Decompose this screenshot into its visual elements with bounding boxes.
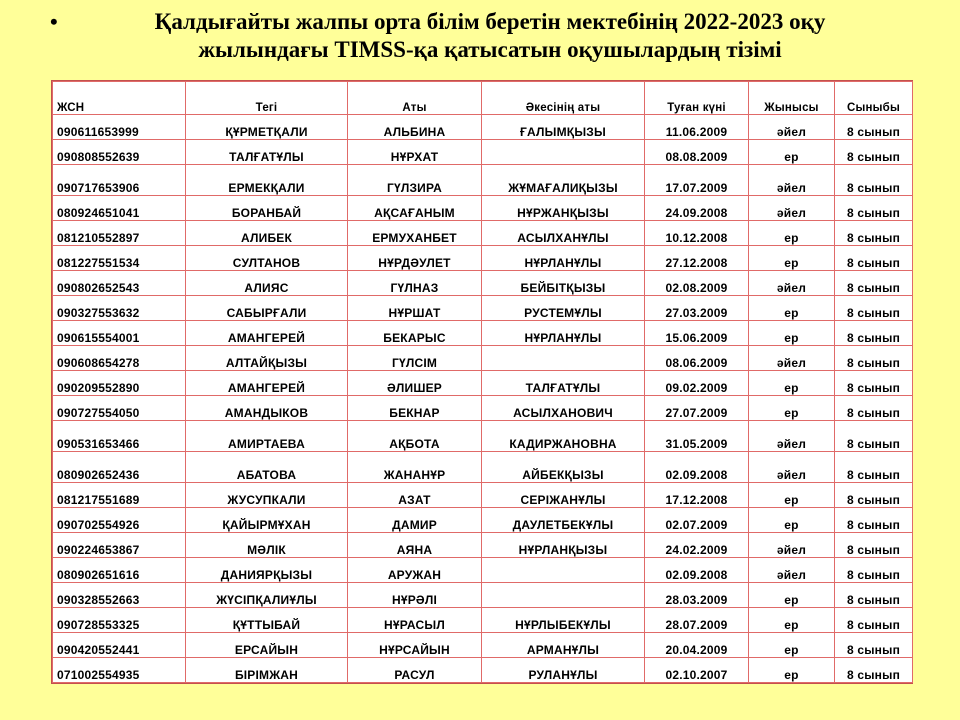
cell-gender: әйел — [749, 421, 835, 452]
cell-surname: ТАЛҒАТҰЛЫ — [186, 140, 348, 165]
header-grade: Сыныбы — [835, 82, 913, 115]
table-row — [53, 165, 913, 196]
cell-patronymic: БЕЙБІТҚЫЗЫ — [482, 271, 645, 296]
cell-birthdate: 02.09.2008 — [645, 452, 749, 483]
cell-grade: 8 сынып — [835, 221, 913, 246]
cell-name: АҚБОТА — [348, 421, 482, 452]
cell-gender: ер — [749, 633, 835, 658]
student-list-table — [51, 80, 913, 684]
cell-surname: АЛИБЕК — [186, 221, 348, 246]
header-patronymic: Әкесінің аты — [482, 82, 645, 115]
cell-patronymic: НҰРЛАНҰЛЫ — [482, 246, 645, 271]
cell-iin: 081210552897 — [53, 221, 186, 246]
student-table — [52, 81, 913, 683]
cell-patronymic — [482, 346, 645, 371]
cell-iin: 090224653867 — [53, 533, 186, 558]
cell-name: БЕКАРЫС — [348, 321, 482, 346]
cell-patronymic: АСЫЛХАНОВИЧ — [482, 396, 645, 421]
cell-grade: 8 сынып — [835, 508, 913, 533]
cell-grade: 8 сынып — [835, 296, 913, 321]
cell-surname: АМАНГЕРЕЙ — [186, 321, 348, 346]
cell-name: ГҮЛНАЗ — [348, 271, 482, 296]
cell-gender: әйел — [749, 115, 835, 140]
cell-patronymic: РУЛАНҰЛЫ — [482, 658, 645, 683]
cell-surname: ҚАЙЫРМҰХАН — [186, 508, 348, 533]
cell-name: ЖАНАНҰР — [348, 452, 482, 483]
cell-birthdate: 24.09.2008 — [645, 196, 749, 221]
cell-name: БЕКНАР — [348, 396, 482, 421]
cell-birthdate: 02.10.2007 — [645, 658, 749, 683]
cell-gender: ер — [749, 221, 835, 246]
cell-grade: 8 сынып — [835, 558, 913, 583]
cell-gender: ер — [749, 246, 835, 271]
cell-grade: 8 сынып — [835, 452, 913, 483]
cell-patronymic: КАДИРЖАНОВНА — [482, 421, 645, 452]
cell-patronymic — [482, 140, 645, 165]
table-row — [53, 371, 913, 396]
cell-patronymic: АСЫЛХАНҰЛЫ — [482, 221, 645, 246]
cell-iin: 090717653906 — [53, 165, 186, 196]
cell-surname: СУЛТАНОВ — [186, 246, 348, 271]
title-line-2: жылындағы TIMSS-қа қатысатын оқушылардың тізімі — [198, 37, 782, 62]
cell-gender: әйел — [749, 346, 835, 371]
cell-gender: ер — [749, 658, 835, 683]
cell-iin: 090531653466 — [53, 421, 186, 452]
cell-gender: әйел — [749, 533, 835, 558]
table-row — [53, 633, 913, 658]
cell-name: НҰРХАТ — [348, 140, 482, 165]
cell-surname: ЕРМЕКҚАЛИ — [186, 165, 348, 196]
cell-patronymic: ҒАЛЫМҚЫЗЫ — [482, 115, 645, 140]
cell-birthdate: 24.02.2009 — [645, 533, 749, 558]
cell-surname: МӘЛІК — [186, 533, 348, 558]
cell-iin: 090727554050 — [53, 396, 186, 421]
cell-gender: ер — [749, 140, 835, 165]
cell-patronymic: НҰРЛАНҰЛЫ — [482, 321, 645, 346]
cell-surname: САБЫРҒАЛИ — [186, 296, 348, 321]
header-surname: Тегі — [186, 82, 348, 115]
table-row — [53, 140, 913, 165]
cell-grade: 8 сынып — [835, 271, 913, 296]
cell-gender: әйел — [749, 271, 835, 296]
cell-patronymic: НҰРЛЫБЕКҰЛЫ — [482, 608, 645, 633]
table-body — [53, 115, 913, 683]
cell-birthdate: 27.03.2009 — [645, 296, 749, 321]
table-row — [53, 246, 913, 271]
cell-name: НҰРШАТ — [348, 296, 482, 321]
cell-iin: 071002554935 — [53, 658, 186, 683]
cell-birthdate: 02.07.2009 — [645, 508, 749, 533]
cell-birthdate: 27.12.2008 — [645, 246, 749, 271]
cell-name: ГҮЛЗИРА — [348, 165, 482, 196]
cell-surname: ЕРСАЙЫН — [186, 633, 348, 658]
cell-iin: 080924651041 — [53, 196, 186, 221]
cell-surname: АМАНГЕРЕЙ — [186, 371, 348, 396]
cell-grade: 8 сынып — [835, 533, 913, 558]
table-row — [53, 321, 913, 346]
cell-birthdate: 20.04.2009 — [645, 633, 749, 658]
cell-iin: 090615554001 — [53, 321, 186, 346]
cell-name: АЗАТ — [348, 483, 482, 508]
cell-gender: әйел — [749, 196, 835, 221]
cell-iin: 090802652543 — [53, 271, 186, 296]
cell-surname: АБАТОВА — [186, 452, 348, 483]
cell-grade: 8 сынып — [835, 583, 913, 608]
cell-gender: ер — [749, 321, 835, 346]
cell-name: РАСУЛ — [348, 658, 482, 683]
cell-patronymic: НҰРЖАНҚЫЗЫ — [482, 196, 645, 221]
cell-grade: 8 сынып — [835, 196, 913, 221]
cell-birthdate: 10.12.2008 — [645, 221, 749, 246]
cell-name: НҰРДӘУЛЕТ — [348, 246, 482, 271]
table-row — [53, 533, 913, 558]
cell-surname: АЛТАЙҚЫЗЫ — [186, 346, 348, 371]
cell-birthdate: 27.07.2009 — [645, 396, 749, 421]
cell-grade: 8 сынып — [835, 321, 913, 346]
cell-iin: 090608654278 — [53, 346, 186, 371]
title-line-1: Қалдығайты жалпы орта білім беретін мектебінің 2022-2023 оқу — [154, 9, 826, 34]
cell-gender: әйел — [749, 558, 835, 583]
cell-grade: 8 сынып — [835, 140, 913, 165]
cell-gender: әйел — [749, 452, 835, 483]
cell-surname: БІРІМЖАН — [186, 658, 348, 683]
table-row — [53, 396, 913, 421]
cell-patronymic: АРМАНҰЛЫ — [482, 633, 645, 658]
cell-birthdate: 17.12.2008 — [645, 483, 749, 508]
cell-iin: 090808552639 — [53, 140, 186, 165]
table-row — [53, 508, 913, 533]
table-row — [53, 658, 913, 683]
cell-surname: АЛИЯС — [186, 271, 348, 296]
cell-birthdate: 31.05.2009 — [645, 421, 749, 452]
table-row — [53, 558, 913, 583]
header-birthdate: Туған күні — [645, 82, 749, 115]
cell-name: ГҮЛСІМ — [348, 346, 482, 371]
table-row — [53, 196, 913, 221]
cell-name: ӘЛИШЕР — [348, 371, 482, 396]
cell-grade: 8 сынып — [835, 346, 913, 371]
cell-gender: әйел — [749, 165, 835, 196]
cell-patronymic: СЕРІЖАНҰЛЫ — [482, 483, 645, 508]
cell-iin: 090328552663 — [53, 583, 186, 608]
cell-patronymic: ДАУЛЕТБЕКҰЛЫ — [482, 508, 645, 533]
cell-gender: ер — [749, 296, 835, 321]
cell-patronymic: ТАЛҒАТҰЛЫ — [482, 371, 645, 396]
cell-name: НҰРӘЛІ — [348, 583, 482, 608]
table-row — [53, 115, 913, 140]
cell-grade: 8 сынып — [835, 658, 913, 683]
cell-iin: 090209552890 — [53, 371, 186, 396]
cell-name: АЛЬБИНА — [348, 115, 482, 140]
cell-surname: ҚҰТТЫБАЙ — [186, 608, 348, 633]
cell-grade: 8 сынып — [835, 371, 913, 396]
cell-iin: 090728553325 — [53, 608, 186, 633]
cell-iin: 080902652436 — [53, 452, 186, 483]
cell-iin: 090702554926 — [53, 508, 186, 533]
cell-gender: ер — [749, 583, 835, 608]
bullet-marker: • — [50, 9, 58, 34]
cell-surname: АМИРТАЕВА — [186, 421, 348, 452]
table-row — [53, 583, 913, 608]
cell-name: ДАМИР — [348, 508, 482, 533]
cell-iin: 080902651616 — [53, 558, 186, 583]
cell-surname: ЖҮСІПҚАЛИҰЛЫ — [186, 583, 348, 608]
cell-surname: ҚҰРМЕТҚАЛИ — [186, 115, 348, 140]
cell-birthdate: 28.03.2009 — [645, 583, 749, 608]
table-row — [53, 452, 913, 483]
cell-birthdate: 28.07.2009 — [645, 608, 749, 633]
cell-birthdate: 09.02.2009 — [645, 371, 749, 396]
cell-grade: 8 сынып — [835, 633, 913, 658]
table-row — [53, 483, 913, 508]
cell-name: НҰРАСЫЛ — [348, 608, 482, 633]
cell-birthdate: 02.08.2009 — [645, 271, 749, 296]
cell-patronymic: РУСТЕМҰЛЫ — [482, 296, 645, 321]
cell-grade: 8 сынып — [835, 396, 913, 421]
cell-patronymic — [482, 558, 645, 583]
header-gender: Жынысы — [749, 82, 835, 115]
cell-birthdate: 15.06.2009 — [645, 321, 749, 346]
table-row — [53, 271, 913, 296]
cell-iin: 081227551534 — [53, 246, 186, 271]
cell-gender: ер — [749, 508, 835, 533]
cell-surname: БОРАНБАЙ — [186, 196, 348, 221]
cell-gender: ер — [749, 483, 835, 508]
cell-grade: 8 сынып — [835, 115, 913, 140]
table-row — [53, 421, 913, 452]
cell-grade: 8 сынып — [835, 165, 913, 196]
cell-name: НҰРСАЙЫН — [348, 633, 482, 658]
cell-gender: ер — [749, 371, 835, 396]
cell-grade: 8 сынып — [835, 421, 913, 452]
cell-iin: 090420552441 — [53, 633, 186, 658]
cell-name: ЕРМУХАНБЕТ — [348, 221, 482, 246]
cell-grade: 8 сынып — [835, 246, 913, 271]
header-iin: ЖСН — [53, 82, 186, 115]
cell-iin: 090611653999 — [53, 115, 186, 140]
cell-grade: 8 сынып — [835, 608, 913, 633]
cell-birthdate: 08.08.2009 — [645, 140, 749, 165]
table-row — [53, 296, 913, 321]
table-row — [53, 221, 913, 246]
table-row — [53, 346, 913, 371]
page-title — [50, 8, 920, 64]
cell-surname: АМАНДЫКОВ — [186, 396, 348, 421]
cell-patronymic: НҰРЛАНҚЫЗЫ — [482, 533, 645, 558]
cell-surname: ЖУСУПКАЛИ — [186, 483, 348, 508]
cell-patronymic — [482, 583, 645, 608]
table-header-row — [53, 82, 913, 115]
cell-gender: ер — [749, 608, 835, 633]
table-row — [53, 608, 913, 633]
cell-name: АҚСАҒАНЫМ — [348, 196, 482, 221]
cell-birthdate: 11.06.2009 — [645, 115, 749, 140]
cell-gender: ер — [749, 396, 835, 421]
cell-birthdate: 08.06.2009 — [645, 346, 749, 371]
header-name: Аты — [348, 82, 482, 115]
cell-birthdate: 02.09.2008 — [645, 558, 749, 583]
cell-iin: 081217551689 — [53, 483, 186, 508]
cell-name: АЯНА — [348, 533, 482, 558]
cell-surname: ДАНИЯРҚЫЗЫ — [186, 558, 348, 583]
cell-patronymic: ЖҰМАҒАЛИҚЫЗЫ — [482, 165, 645, 196]
cell-birthdate: 17.07.2009 — [645, 165, 749, 196]
cell-iin: 090327553632 — [53, 296, 186, 321]
cell-name: АРУЖАН — [348, 558, 482, 583]
cell-patronymic: АЙБЕКҚЫЗЫ — [482, 452, 645, 483]
cell-grade: 8 сынып — [835, 483, 913, 508]
